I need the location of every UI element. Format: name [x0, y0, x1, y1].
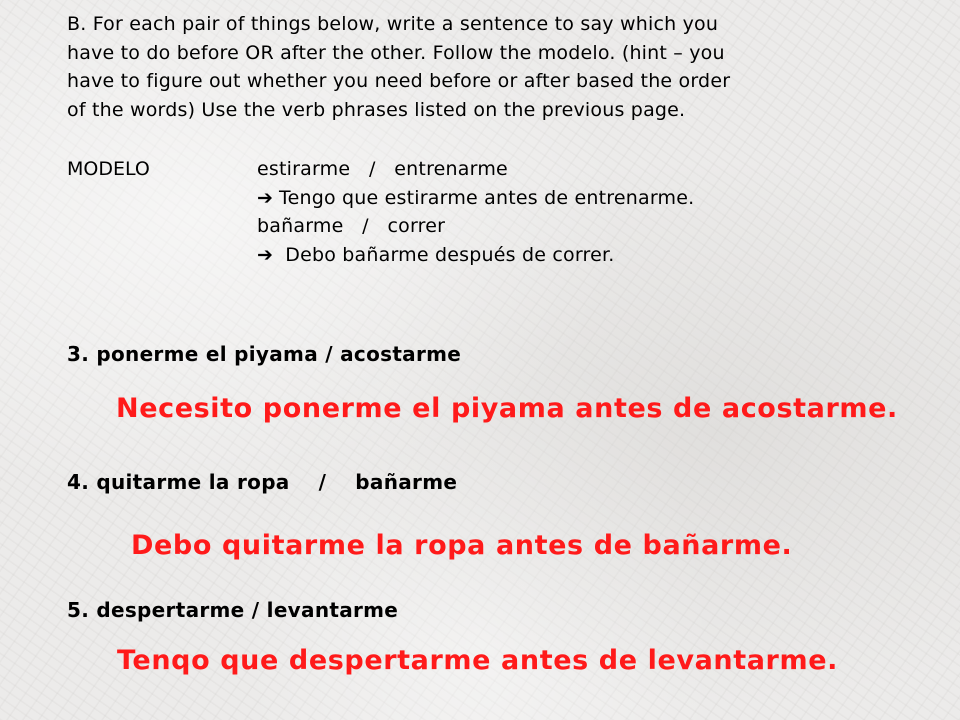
- modelo-answer: Debo bañarme después de correr.: [285, 243, 615, 266]
- modelo-answer-line: [257, 241, 694, 270]
- instructions-line: have to do before OR after the other. Follow the modelo. (hint – you: [67, 41, 725, 64]
- modelo-answer-line: [257, 184, 694, 213]
- modelo-examples: [257, 155, 694, 269]
- modelo-answer: Tengo que estirarme antes de entrenarme.: [279, 186, 695, 209]
- item-prompt: 5. despertarme / levantarme: [67, 598, 399, 622]
- instructions-block: [67, 10, 927, 124]
- item-answer: Debo quitarme la ropa antes de bañarme.: [131, 530, 793, 561]
- instructions-line: B. For each pair of things below, write a sentence to say which you: [67, 13, 719, 35]
- right-arrow-icon: ➔: [257, 186, 274, 209]
- item-answer: Tenqo que despertarme antes de levantarme.: [117, 645, 838, 676]
- modelo-pair: estirarme / entrenarme: [257, 158, 508, 180]
- modelo-label: MODELO: [67, 158, 150, 180]
- item-answer: Necesito ponerme el piyama antes de acostarme.: [116, 393, 898, 424]
- item-prompt: 4. quitarme la ropa / bañarme: [67, 470, 458, 494]
- item-prompt: 3. ponerme el piyama / acostarme: [67, 342, 462, 366]
- right-arrow-icon: ➔: [257, 243, 274, 266]
- instructions-line: have to figure out whether you need before or after based the order: [67, 70, 731, 92]
- instructions-line: of the words) Use the verb phrases listed on the previous page.: [67, 98, 686, 121]
- modelo-pair: bañarme / correr: [257, 215, 446, 237]
